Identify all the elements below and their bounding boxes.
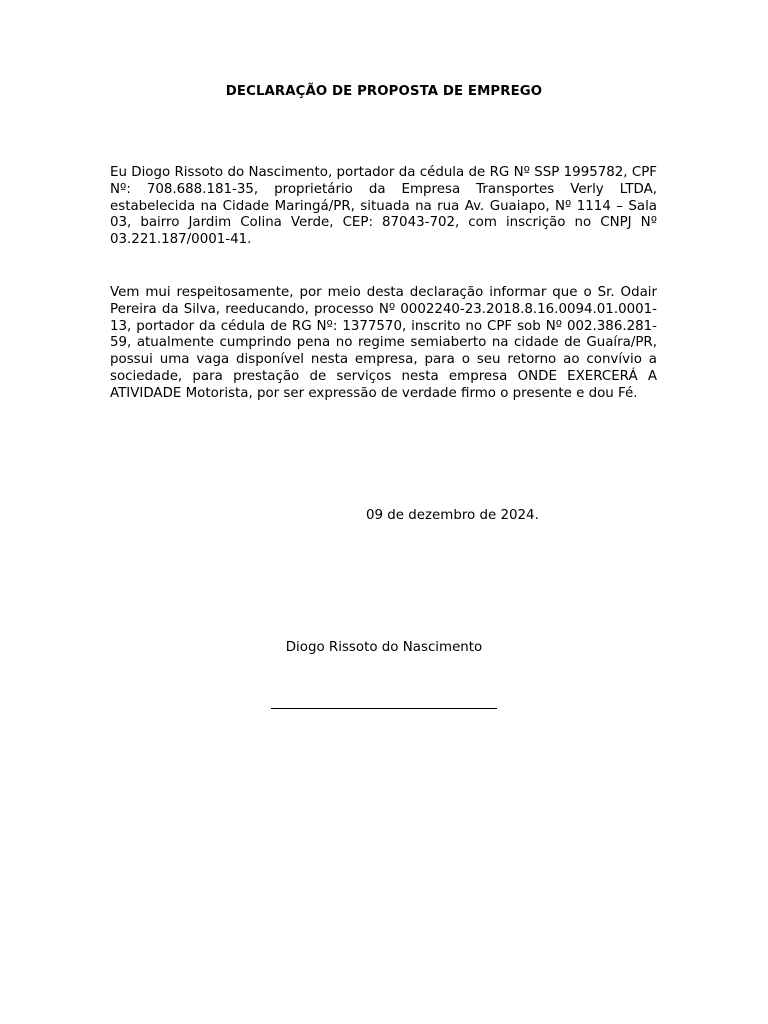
paragraph-declaration: Vem mui respeitosamente, por meio desta declaração informar que o Sr. Odair Pereira da Silva, reeducando, processo Nº 0002240-23.2018.8.16.0094.01.0001-13, portador da cédula de RG Nº: 1377570, inscrito no CPF sob Nº 002.386.281-59, atualmente cumprindo pena no regime semiaberto na cidade de Guaíra/PR, possui uma vaga disponível nesta empresa, para o seu retorno ao convívio a sociedade, para prestação de serviços nesta empresa ONDE EXERCERÁ A ATIVIDADE Motorista, por ser expressão de verdade firmo o presente e dou Fé. (110, 285, 657, 401)
signature-line (271, 693, 497, 709)
paragraph-declarant: Eu Diogo Rissoto do Nascimento, portador da cédula de RG Nº SSP 1995782, CPF Nº: 708.688.181-35, proprietário da Empresa Transportes Verly LTDA, estabelecida na Cidade Maringá/PR, situada na rua Av. Guaiapo, Nº 1114 – Sala 03, bairro Jardim Colina Verde, CEP: 87043-702, com inscrição no CNPJ Nº 03.221.187/0001-41. (110, 165, 657, 248)
document-date: 09 de dezembro de 2024. (366, 508, 539, 523)
document-title: DECLARAÇÃO DE PROPOSTA DE EMPREGO (225, 84, 543, 99)
signer-name: Diogo Rissoto do Nascimento (285, 640, 483, 655)
